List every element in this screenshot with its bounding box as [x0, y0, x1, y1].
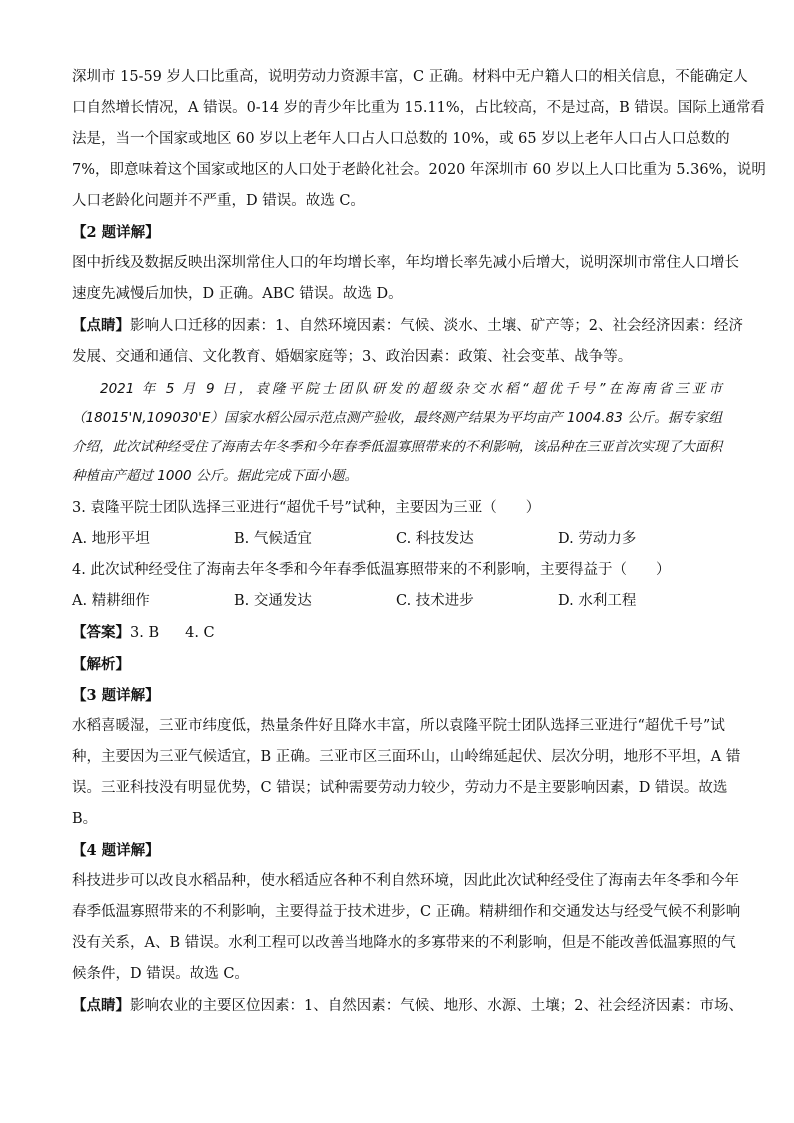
q4-detail-text — [72, 866, 741, 990]
tip-label: 【点睛】 — [72, 997, 130, 1014]
q2-detail-heading: 【2 题详解】 — [72, 224, 160, 241]
material-text: 2021 年 5 月 9 日，袁隆平院士团队研发的超级杂交水稻“超优千号”在海南省三亚市（18015'N,109030'E）国家水稻公园示范点测产验收，最终测产结果为平均亩产 1004.83 公斤。据专家组介绍，此次试种经受住了海南去年冬季和今年春季低温寡照带来的不利影响，该品种在三亚首次实现了大面积种植亩产超过 1000 公斤。据此完成下面小题。 — [72, 381, 722, 484]
option-row — [72, 524, 722, 555]
text-line: 图中折线及数据反映出深圳常住人口的年均增长率，年均增长率先减小后增大，说明深圳市常住人口增长 — [72, 255, 739, 271]
question-4 — [72, 555, 722, 617]
text-line: B。 — [72, 811, 98, 827]
q4-detail-heading: 【4 题详解】 — [72, 842, 160, 859]
text-line: 发展、交通和通信、文化教育、婚姻家庭等；3、政治因素：政策、社会变革、战争等。 — [72, 349, 633, 365]
option-c: C. 技术进步 — [396, 593, 474, 609]
text-line: 7%，即意味着这个国家或地区的人口处于老龄化社会。2020 年深圳市 60 岁以上人口比重为 5.36%，说明 — [72, 162, 766, 178]
answer-label: 【答案】 — [72, 624, 130, 641]
text-line: 种，主要因为三亚气候适宜，B 正确。三亚市区三面环山，山岭绵延起伏、层次分明，地形不平坦，A 错 — [72, 749, 741, 765]
option-b: B. 气候适宜 — [234, 531, 312, 547]
q2-detail-text — [72, 248, 739, 310]
text-line — [72, 310, 743, 342]
question-stem: 3. 袁隆平院士团队选择三亚进行“超优千号”试种，主要因为三亚（ ） — [72, 500, 541, 516]
answer-3: 3. B — [130, 625, 160, 641]
option-d: D. 水利工程 — [558, 593, 637, 609]
option-a: A. 地形平坦 — [72, 531, 150, 547]
text-line: 候条件，D 错误。故选 C。 — [72, 966, 249, 982]
text-line: 法是，当一个国家或地区 60 岁以上老年人口占人口总数的 10%，或 65 岁以上老年人口占人口总数的 — [72, 131, 730, 147]
answer-4: 4. C — [185, 625, 215, 641]
document-body — [72, 62, 766, 1022]
tip-block-agriculture — [72, 990, 743, 1022]
material-passage — [72, 375, 722, 491]
option-row — [72, 586, 722, 617]
analysis-heading: 【解析】 — [72, 656, 130, 673]
tip-text: 影响农业的主要区位因素：1、自然因素：气候、地形、水源、土壤；2、社会经济因素：市场、 — [130, 998, 743, 1014]
text-line: 口自然增长情况，A 错误。0-14 岁的青少年比重为 15.11%，占比较高，不是过高，B 错误。国际上通常看 — [72, 100, 765, 116]
option-a: A. 精耕细作 — [72, 593, 150, 609]
tip-text: 影响人口迁移的因素：1、自然环境因素：气候、淡水、土壤、矿产等；2、社会经济因素：经济 — [130, 318, 743, 334]
text-line: 春季低温寡照带来的不利影响，主要得益于技术进步，C 正确。精耕细作和交通发达与经受气候不利影响 — [72, 904, 741, 920]
text-line: 科技进步可以改良水稻品种，使水稻适应各种不利自然环境，因此此次试种经受住了海南去年冬季和今年 — [72, 873, 739, 889]
text-line: 误。三亚科技没有明显优势，C 错误；试种需要劳动力较少，劳动力不是主要影响因素，D 错误。故选 — [72, 780, 728, 796]
text-line: 深圳市 15-59 岁人口比重高，说明劳动力资源丰富，C 正确。材料中无户籍人口的相关信息，不能确定人 — [72, 69, 748, 85]
option-c: C. 科技发达 — [396, 531, 474, 547]
option-b: B. 交通发达 — [234, 593, 312, 609]
q1-explanation-tail — [72, 62, 766, 217]
q3-detail-text — [72, 711, 741, 835]
question-stem: 4. 此次试种经受住了海南去年冬季和今年春季低温寡照带来的不利影响，主要得益于（ ） — [72, 562, 671, 578]
answer-line — [72, 617, 722, 649]
question-3 — [72, 493, 722, 555]
text-line: 人口老龄化问题并不严重，D 错误。故选 C。 — [72, 193, 365, 209]
tip-label: 【点睛】 — [72, 317, 130, 334]
tip-block-migration — [72, 310, 743, 373]
text-line: 速度先减慢后加快，D 正确。ABC 错误。故选 D。 — [72, 286, 403, 302]
text-line: 水稻喜暖湿，三亚市纬度低，热量条件好且降水丰富，所以袁隆平院士团队选择三亚进行“超优千号”试 — [72, 718, 725, 734]
text-line: 没有关系，A、B 错误。水利工程可以改善当地降水的多寡带来的不利影响，但是不能改善低温寡照的气 — [72, 935, 736, 951]
option-d: D. 劳动力多 — [558, 531, 637, 547]
q3-detail-heading: 【3 题详解】 — [72, 687, 160, 704]
